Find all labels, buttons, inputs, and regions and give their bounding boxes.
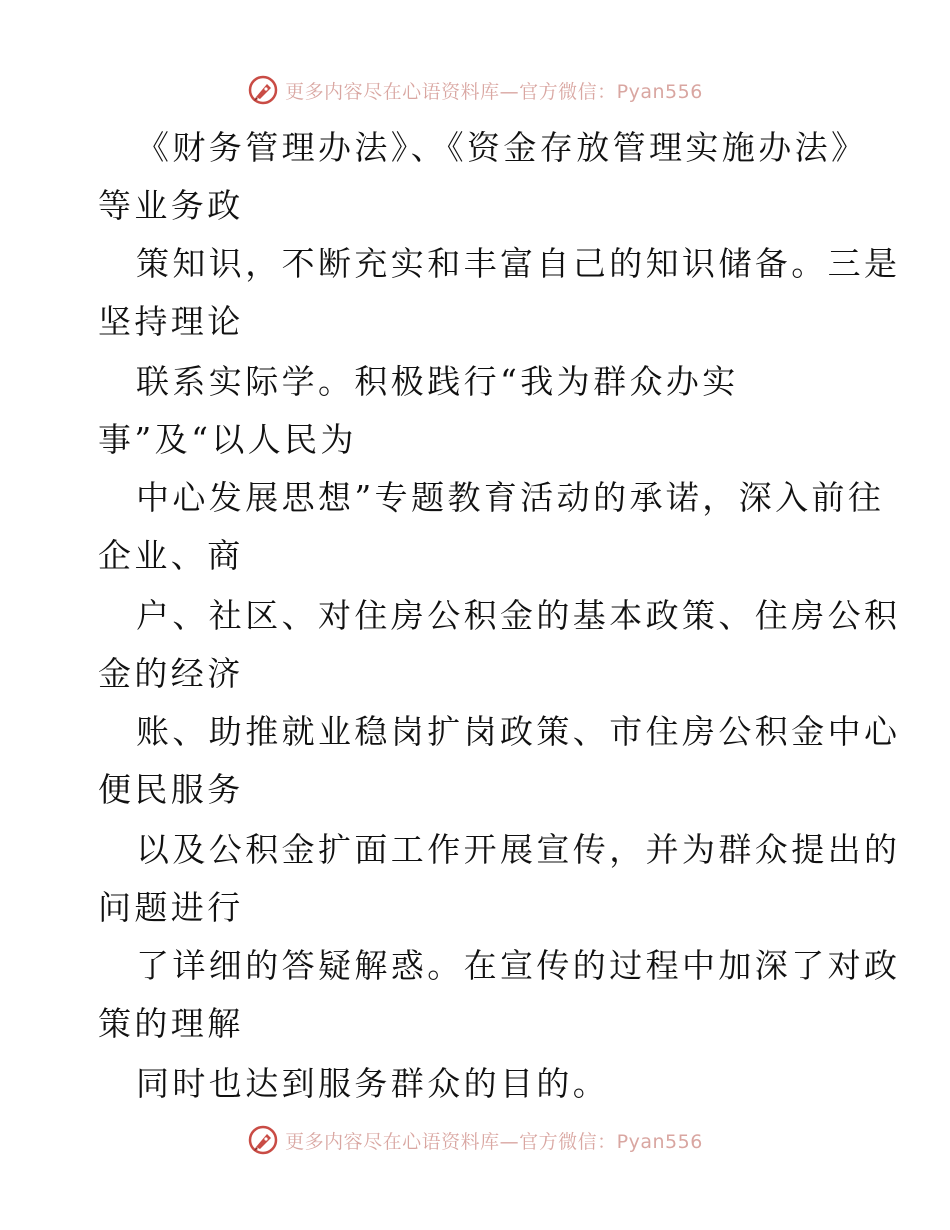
body-line: 问题进行 (98, 888, 244, 927)
body-line: 中心发展思想”专题教育活动的承诺，深入前往 (136, 478, 885, 517)
body-line: 事”及“以人民为 (98, 420, 357, 459)
body-line: 便民服务 (98, 770, 244, 809)
watermark-text: 更多内容尽在心语资料库—官方微信：Pyan556 (285, 80, 703, 103)
body-line: 坚持理论 (98, 302, 244, 341)
body-line: 户、社区、对住房公积金的基本政策、住房公积 (136, 596, 901, 635)
body-line: 企业、商 (98, 536, 244, 575)
body-line: 策的理解 (98, 1004, 244, 1043)
body-line: 《财务管理办法》、《资金存放管理实施办法》 (136, 128, 868, 167)
body-line: 金的经济 (98, 654, 244, 693)
body-line: 以及公积金扩面工作开展宣传，并为群众提出的 (136, 830, 901, 869)
body-line: 账、助推就业稳岗扩岗政策、市住房公积金中心 (136, 712, 901, 751)
footer-watermark (0, 1120, 950, 1160)
watermark-text: 更多内容尽在心语资料库—官方微信：Pyan556 (285, 1130, 703, 1153)
body-line: 等业务政 (98, 186, 244, 225)
body-line: 策知识，不断充实和丰富自己的知识储备。三是 (136, 244, 901, 283)
pen-nib-logo-icon (247, 1124, 279, 1156)
body-line: 了详细的答疑解惑。在宣传的过程中加深了对政 (136, 946, 901, 985)
body-line: 同时也达到服务群众的目的。 (136, 1064, 610, 1103)
body-line: 联系实际学。积极践行“我为群众办实 (136, 362, 739, 401)
